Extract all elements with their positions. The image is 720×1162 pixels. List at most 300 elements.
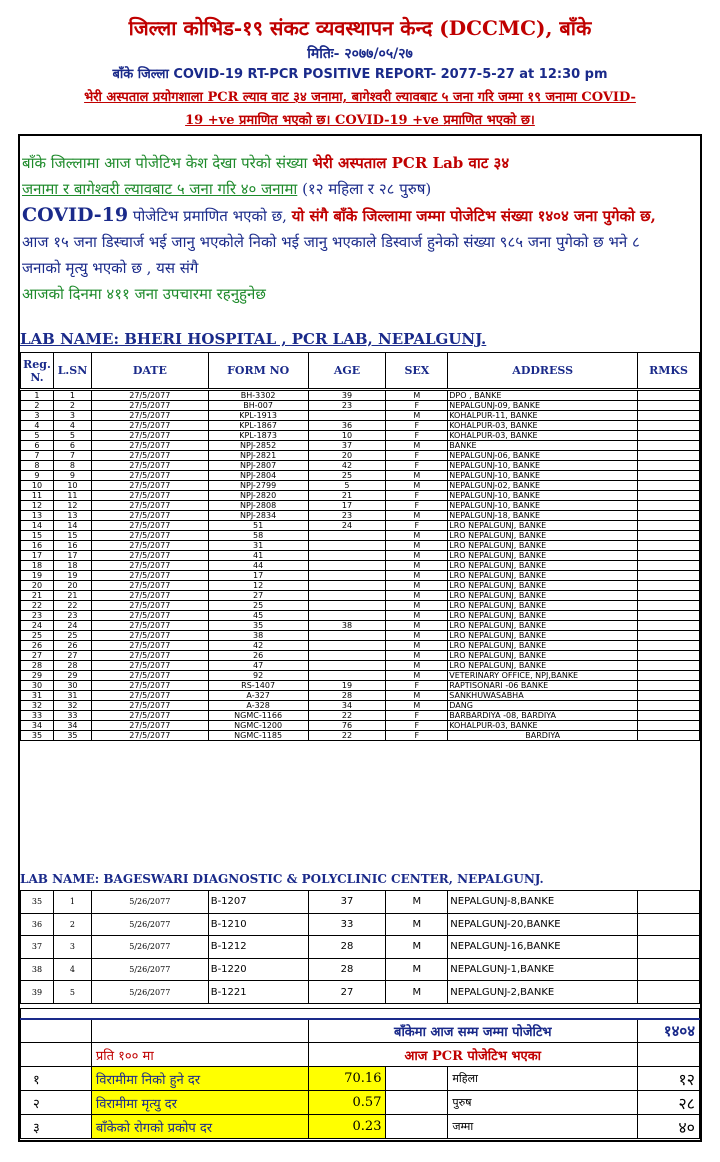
- cell-lsn: 18: [53, 561, 91, 571]
- cell-form: A-328: [208, 701, 308, 711]
- cell-sex: M: [386, 481, 448, 491]
- col-reg: Reg. N.: [21, 353, 54, 389]
- cell-age: 22: [308, 711, 386, 721]
- cell-rmks: [638, 561, 700, 571]
- cell-address: LRO NEPALGUNJ, BANKE: [448, 561, 638, 571]
- cell-sex: M: [386, 541, 448, 551]
- cell-form: 35: [208, 621, 308, 631]
- cell-sex: M: [386, 958, 448, 981]
- cell-rmks: [638, 611, 700, 621]
- table-row: [21, 431, 700, 441]
- cell-date: 27/5/2077: [91, 501, 208, 511]
- table-row: [21, 641, 700, 651]
- cell-address: LRO NEPALGUNJ, BANKE: [448, 611, 638, 621]
- cell-rmks: [638, 431, 700, 441]
- cell-form: NGMC-1185: [208, 731, 308, 741]
- cell-date: 27/5/2077: [91, 621, 208, 631]
- cell-lsn: 2: [53, 401, 91, 411]
- cell-form: 44: [208, 561, 308, 571]
- cell-age: 76: [308, 721, 386, 731]
- cell-sex: M: [386, 531, 448, 541]
- cell-lsn: 5: [53, 981, 91, 1004]
- table-row: [21, 631, 700, 641]
- cell-rmks: [638, 661, 700, 671]
- rate-label: विरामीमा निको हुने दर: [91, 1067, 308, 1091]
- cell-age: 42: [308, 461, 386, 471]
- cell-lsn: 6: [53, 441, 91, 451]
- table-row: [21, 551, 700, 561]
- cell-sex: M: [386, 411, 448, 421]
- cell-reg: 35: [21, 731, 54, 741]
- cell-lsn: 32: [53, 701, 91, 711]
- cell-date: 5/26/2077: [91, 981, 208, 1004]
- lab2-name: LAB NAME: BAGESWARI DIAGNOSTIC & POLYCLINIC CENTER, NEPALGUNJ.: [20, 872, 544, 886]
- col-rmks: RMKS: [638, 353, 700, 389]
- table-row: [21, 681, 700, 691]
- table-row: [21, 501, 700, 511]
- cell-reg: 15: [21, 531, 54, 541]
- cell-reg: 4: [21, 421, 54, 431]
- cell-lsn: 35: [53, 731, 91, 741]
- cell-rmks: [638, 891, 700, 914]
- cell-lsn: 34: [53, 721, 91, 731]
- banner-line-b: 19 +ve प्रमाणित भएको छ। COVID-19 +ve प्रमाणित भएको छ।: [185, 113, 535, 128]
- cell-date: 27/5/2077: [91, 721, 208, 731]
- cell-sex: M: [386, 913, 448, 936]
- cell-address: LRO NEPALGUNJ, BANKE: [448, 621, 638, 631]
- cell-address: BANKE: [448, 441, 638, 451]
- cell-address: LRO NEPALGUNJ, BANKE: [448, 641, 638, 651]
- cell-rmks: [638, 671, 700, 681]
- cell-lsn: 5: [53, 431, 91, 441]
- cell-form: NPJ-2820: [208, 491, 308, 501]
- cell-sex: M: [386, 671, 448, 681]
- cell-date: 27/5/2077: [91, 471, 208, 481]
- cell-age: [308, 571, 386, 581]
- cell-lsn: 19: [53, 571, 91, 581]
- cell-form: 12: [208, 581, 308, 591]
- cell-sex: F: [386, 461, 448, 471]
- cell-reg: 18: [21, 561, 54, 571]
- cell-lsn: 1: [53, 891, 91, 914]
- cell-age: 19: [308, 681, 386, 691]
- cell-rmks: [638, 701, 700, 711]
- cell-sex: M: [386, 611, 448, 621]
- cell-rmks: [638, 641, 700, 651]
- cell-lsn: 15: [53, 531, 91, 541]
- cell-date: 27/5/2077: [91, 391, 208, 401]
- cell-form: 38: [208, 631, 308, 641]
- cell-sex: M: [386, 551, 448, 561]
- rate-value: 0.23: [308, 1115, 386, 1139]
- gender-label: महिला: [448, 1067, 638, 1091]
- cell-reg: 10: [21, 481, 54, 491]
- cell-age: 22: [308, 731, 386, 741]
- cell-age: 20: [308, 451, 386, 461]
- cell-date: 27/5/2077: [91, 691, 208, 701]
- cell-age: [308, 551, 386, 561]
- cell-rmks: [638, 601, 700, 611]
- cell-lsn: 26: [53, 641, 91, 651]
- cell-age: 39: [308, 391, 386, 401]
- table-row: [21, 731, 700, 741]
- cell-date: 27/5/2077: [91, 661, 208, 671]
- cell-sex: F: [386, 401, 448, 411]
- cell-rmks: [638, 936, 700, 959]
- cell-reg: 31: [21, 691, 54, 701]
- cell-address: DPO , BANKE: [448, 391, 638, 401]
- cell-form: B-1220: [208, 958, 308, 981]
- cell-reg: 30: [21, 681, 54, 691]
- cell-date: 27/5/2077: [91, 731, 208, 741]
- gender-label: जम्मा: [448, 1115, 638, 1139]
- cell-lsn: 23: [53, 611, 91, 621]
- cell-address: NEPALGUNJ-09, BANKE: [448, 401, 638, 411]
- cell-address: LRO NEPALGUNJ, BANKE: [448, 651, 638, 661]
- cell-lsn: 11: [53, 491, 91, 501]
- cell-address: KOHALPUR-11, BANKE: [448, 411, 638, 421]
- lab1-header-table: [20, 352, 700, 389]
- cell-lsn: 12: [53, 501, 91, 511]
- cell-age: 28: [308, 936, 386, 959]
- cell-address: NEPALGUNJ-10, BANKE: [448, 501, 638, 511]
- cell-form: KPL-1873: [208, 431, 308, 441]
- cell-sex: F: [386, 491, 448, 501]
- cell-address: NEPALGUNJ-8,BANKE: [448, 891, 638, 914]
- cell-rmks: [638, 471, 700, 481]
- banner: [30, 86, 690, 132]
- cell-date: 27/5/2077: [91, 431, 208, 441]
- cell-form: NPJ-2808: [208, 501, 308, 511]
- cell-reg: 11: [21, 491, 54, 501]
- cell-sex: M: [386, 641, 448, 651]
- table-row: [21, 581, 700, 591]
- cell-date: 27/5/2077: [91, 561, 208, 571]
- cell-lsn: 33: [53, 711, 91, 721]
- cell-address: NEPALGUNJ-02, BANKE: [448, 481, 638, 491]
- cell-date: 5/26/2077: [91, 891, 208, 914]
- cell-date: 27/5/2077: [91, 511, 208, 521]
- cell-address: NEPALGUNJ-10, BANKE: [448, 461, 638, 471]
- cell-form: NPJ-2804: [208, 471, 308, 481]
- cell-date: 5/26/2077: [91, 936, 208, 959]
- cell-address: DANG: [448, 701, 638, 711]
- cell-address: NEPALGUNJ-1,BANKE: [448, 958, 638, 981]
- cell-lsn: 9: [53, 471, 91, 481]
- cell-rmks: [638, 451, 700, 461]
- cell-address: NEPALGUNJ-18, BANKE: [448, 511, 638, 521]
- rate-row: [21, 1091, 700, 1115]
- cell-form: B-1221: [208, 981, 308, 1004]
- summary-empty-b: [91, 1019, 308, 1043]
- table-row: [21, 913, 700, 936]
- cell-lsn: 30: [53, 681, 91, 691]
- cell-rmks: [638, 501, 700, 511]
- table-row: [21, 511, 700, 521]
- cell-form: NPJ-2821: [208, 451, 308, 461]
- cell-age: 36: [308, 421, 386, 431]
- cell-date: 27/5/2077: [91, 521, 208, 531]
- cell-lsn: 24: [53, 621, 91, 631]
- cell-lsn: 3: [53, 936, 91, 959]
- cell-form: BH-3302: [208, 391, 308, 401]
- cell-sex: F: [386, 501, 448, 511]
- cell-address: LRO NEPALGUNJ, BANKE: [448, 601, 638, 611]
- cell-rmks: [638, 391, 700, 401]
- cell-date: 27/5/2077: [91, 641, 208, 651]
- cell-date: 27/5/2077: [91, 421, 208, 431]
- cell-rmks: [638, 481, 700, 491]
- table-row: [21, 471, 700, 481]
- cell-sex: F: [386, 431, 448, 441]
- cell-form: 92: [208, 671, 308, 681]
- cell-rmks: [638, 731, 700, 741]
- cell-form: 42: [208, 641, 308, 651]
- cell-age: [308, 671, 386, 681]
- cell-form: NPJ-2852: [208, 441, 308, 451]
- cell-sex: F: [386, 731, 448, 741]
- cell-age: [308, 531, 386, 541]
- cell-reg: 21: [21, 591, 54, 601]
- cell-reg: 24: [21, 621, 54, 631]
- cell-rmks: [638, 591, 700, 601]
- cell-date: 27/5/2077: [91, 441, 208, 451]
- cell-address: RAPTISONARI -06 BANKE: [448, 681, 638, 691]
- cell-age: 28: [308, 958, 386, 981]
- cell-sex: F: [386, 451, 448, 461]
- cell-form: NPJ-2799: [208, 481, 308, 491]
- cell-age: 37: [308, 891, 386, 914]
- cell-date: 27/5/2077: [91, 531, 208, 541]
- cell-reg: 19: [21, 571, 54, 581]
- cell-rmks: [638, 441, 700, 451]
- cell-rmks: [638, 631, 700, 641]
- rate-value: 0.57: [308, 1091, 386, 1115]
- cell-form: 25: [208, 601, 308, 611]
- cell-reg: 35: [21, 891, 54, 914]
- cell-address: LRO NEPALGUNJ, BANKE: [448, 661, 638, 671]
- cell-date: 27/5/2077: [91, 681, 208, 691]
- cell-rmks: [638, 401, 700, 411]
- table-row: [21, 441, 700, 451]
- table-row: [21, 461, 700, 471]
- cell-age: 38: [308, 621, 386, 631]
- table-row: [21, 561, 700, 571]
- summary-empty-a: [21, 1019, 92, 1043]
- cell-sex: M: [386, 591, 448, 601]
- cell-rmks: [638, 581, 700, 591]
- cell-address: LRO NEPALGUNJ, BANKE: [448, 551, 638, 561]
- summary-paragraph: [22, 150, 682, 307]
- cell-lsn: 22: [53, 601, 91, 611]
- cell-rmks: [638, 411, 700, 421]
- gender-count: ४०: [638, 1115, 700, 1139]
- cell-address: KOHALPUR-03, BANKE: [448, 431, 638, 441]
- cell-form: 31: [208, 541, 308, 551]
- cell-date: 27/5/2077: [91, 611, 208, 621]
- table-row: [21, 451, 700, 461]
- cell-lsn: 4: [53, 958, 91, 981]
- cell-lsn: 16: [53, 541, 91, 551]
- cell-date: 27/5/2077: [91, 591, 208, 601]
- cell-form: NPJ-2807: [208, 461, 308, 471]
- cell-sex: M: [386, 631, 448, 641]
- table-row: [21, 411, 700, 421]
- cell-lsn: 29: [53, 671, 91, 681]
- rate-spacer: [386, 1067, 448, 1091]
- col-age: AGE: [308, 353, 386, 389]
- cell-date: 27/5/2077: [91, 481, 208, 491]
- cell-form: 51: [208, 521, 308, 531]
- cell-form: NGMC-1166: [208, 711, 308, 721]
- rate-label: विरामीमा मृत्यु दर: [91, 1091, 308, 1115]
- cell-reg: 8: [21, 461, 54, 471]
- lab1-table: [20, 390, 700, 741]
- cell-reg: 26: [21, 641, 54, 651]
- cell-age: 37: [308, 441, 386, 451]
- cell-form: 58: [208, 531, 308, 541]
- cell-age: [308, 661, 386, 671]
- table-row: [21, 521, 700, 531]
- cell-reg: 5: [21, 431, 54, 441]
- cell-form: NGMC-1200: [208, 721, 308, 731]
- cell-lsn: 20: [53, 581, 91, 591]
- cell-date: 27/5/2077: [91, 541, 208, 551]
- cell-reg: 28: [21, 661, 54, 671]
- cell-form: A-327: [208, 691, 308, 701]
- cell-sex: M: [386, 581, 448, 591]
- cell-form: KPL-1913: [208, 411, 308, 421]
- cell-address: LRO NEPALGUNJ, BANKE: [448, 571, 638, 581]
- table-row: [21, 621, 700, 631]
- cell-sex: M: [386, 981, 448, 1004]
- cell-sex: F: [386, 711, 448, 721]
- cell-address: LRO NEPALGUNJ, BANKE: [448, 531, 638, 541]
- table-row: [21, 958, 700, 981]
- cell-address: SANKHUWASABHA: [448, 691, 638, 701]
- cell-sex: M: [386, 391, 448, 401]
- cell-reg: 29: [21, 671, 54, 681]
- cell-age: 17: [308, 501, 386, 511]
- cell-lsn: 7: [53, 451, 91, 461]
- table-row: [21, 401, 700, 411]
- today-pcr-label: आज PCR पोजेटिभ भएका: [308, 1043, 637, 1067]
- cell-reg: 12: [21, 501, 54, 511]
- cell-sex: F: [386, 521, 448, 531]
- table-row: [21, 671, 700, 681]
- cell-rmks: [638, 551, 700, 561]
- rate-sn: २: [21, 1091, 92, 1115]
- cell-rmks: [638, 721, 700, 731]
- table-row: [21, 891, 700, 914]
- cell-lsn: 13: [53, 511, 91, 521]
- cell-age: [308, 591, 386, 601]
- cell-date: 27/5/2077: [91, 571, 208, 581]
- cell-reg: 37: [21, 936, 54, 959]
- cell-age: 34: [308, 701, 386, 711]
- cell-age: [308, 611, 386, 621]
- report-subtitle: बाँके जिल्ला COVID-19 RT-PCR POSITIVE REPORT- 2077-5-27 at 12:30 pm: [112, 67, 608, 82]
- cell-age: 33: [308, 913, 386, 936]
- cell-reg: 16: [21, 541, 54, 551]
- banner-line-a: भेरी अस्पताल प्रयोगशाला PCR ल्याव वाट ३४ जनामा, बागेश्वरी ल्यावबाट ५ जना गरि जम्मा १९ जनामा COVID-: [84, 90, 636, 105]
- table-row: [21, 491, 700, 501]
- cell-sex: M: [386, 601, 448, 611]
- rate-spacer: [386, 1091, 448, 1115]
- gender-count: १२: [638, 1067, 700, 1091]
- rate-sn: १: [21, 1067, 92, 1091]
- gender-count: २८: [638, 1091, 700, 1115]
- cell-address: NEPALGUNJ-2,BANKE: [448, 981, 638, 1004]
- table-row: [21, 541, 700, 551]
- para-part-1: बाँके जिल्लामा आज पोजेटिभ केश देखा परेको संख्या: [22, 154, 313, 172]
- cell-lsn: 14: [53, 521, 91, 531]
- cell-age: 25: [308, 471, 386, 481]
- cell-reg: 22: [21, 601, 54, 611]
- cell-lsn: 2: [53, 913, 91, 936]
- cell-age: [308, 561, 386, 571]
- cell-sex: F: [386, 721, 448, 731]
- cell-address: NEPALGUNJ-10, BANKE: [448, 471, 638, 481]
- cell-rmks: [638, 541, 700, 551]
- table-row: [21, 661, 700, 671]
- cell-sex: M: [386, 891, 448, 914]
- cell-reg: 36: [21, 913, 54, 936]
- rate-value: 70.16: [308, 1067, 386, 1091]
- cell-form: NPJ-2834: [208, 511, 308, 521]
- cell-age: [308, 601, 386, 611]
- cell-address: LRO NEPALGUNJ, BANKE: [448, 591, 638, 601]
- cell-rmks: [638, 511, 700, 521]
- cell-address: BARBARDIYA -08, BARDIYA: [448, 711, 638, 721]
- cell-date: 27/5/2077: [91, 551, 208, 561]
- cell-rmks: [638, 571, 700, 581]
- cell-date: 27/5/2077: [91, 491, 208, 501]
- cell-reg: 14: [21, 521, 54, 531]
- para-part-4: (१२ महिला र २८ पुरुष): [297, 180, 432, 198]
- summary-empty-d: [638, 1043, 700, 1067]
- gender-label: पुरुष: [448, 1091, 638, 1115]
- cell-lsn: 3: [53, 411, 91, 421]
- cell-lsn: 10: [53, 481, 91, 491]
- para-part-2: भेरी अस्पताल PCR Lab वाट ३४: [312, 154, 510, 172]
- table-row: [21, 481, 700, 491]
- cell-reg: 27: [21, 651, 54, 661]
- cell-date: 27/5/2077: [91, 631, 208, 641]
- report-date: मितिः- २०७७/०५/२७: [307, 46, 413, 62]
- cell-age: 23: [308, 511, 386, 521]
- total-positive-label: बाँकेमा आज सम्म जम्मा पोजेटिभ: [308, 1019, 637, 1043]
- cell-date: 27/5/2077: [91, 461, 208, 471]
- cell-form: BH-007: [208, 401, 308, 411]
- cell-date: 27/5/2077: [91, 581, 208, 591]
- cell-lsn: 8: [53, 461, 91, 471]
- cell-lsn: 21: [53, 591, 91, 601]
- cell-rmks: [638, 711, 700, 721]
- cell-form: RS-1407: [208, 681, 308, 691]
- summary-table: [20, 1008, 700, 1139]
- cell-sex: M: [386, 621, 448, 631]
- cell-sex: F: [386, 681, 448, 691]
- table-row: [21, 711, 700, 721]
- cell-sex: M: [386, 936, 448, 959]
- cell-address: LRO NEPALGUNJ, BANKE: [448, 541, 638, 551]
- cell-reg: 9: [21, 471, 54, 481]
- cell-rmks: [638, 491, 700, 501]
- cell-age: 10: [308, 431, 386, 441]
- cell-reg: 2: [21, 401, 54, 411]
- summary-empty-c: [21, 1043, 92, 1067]
